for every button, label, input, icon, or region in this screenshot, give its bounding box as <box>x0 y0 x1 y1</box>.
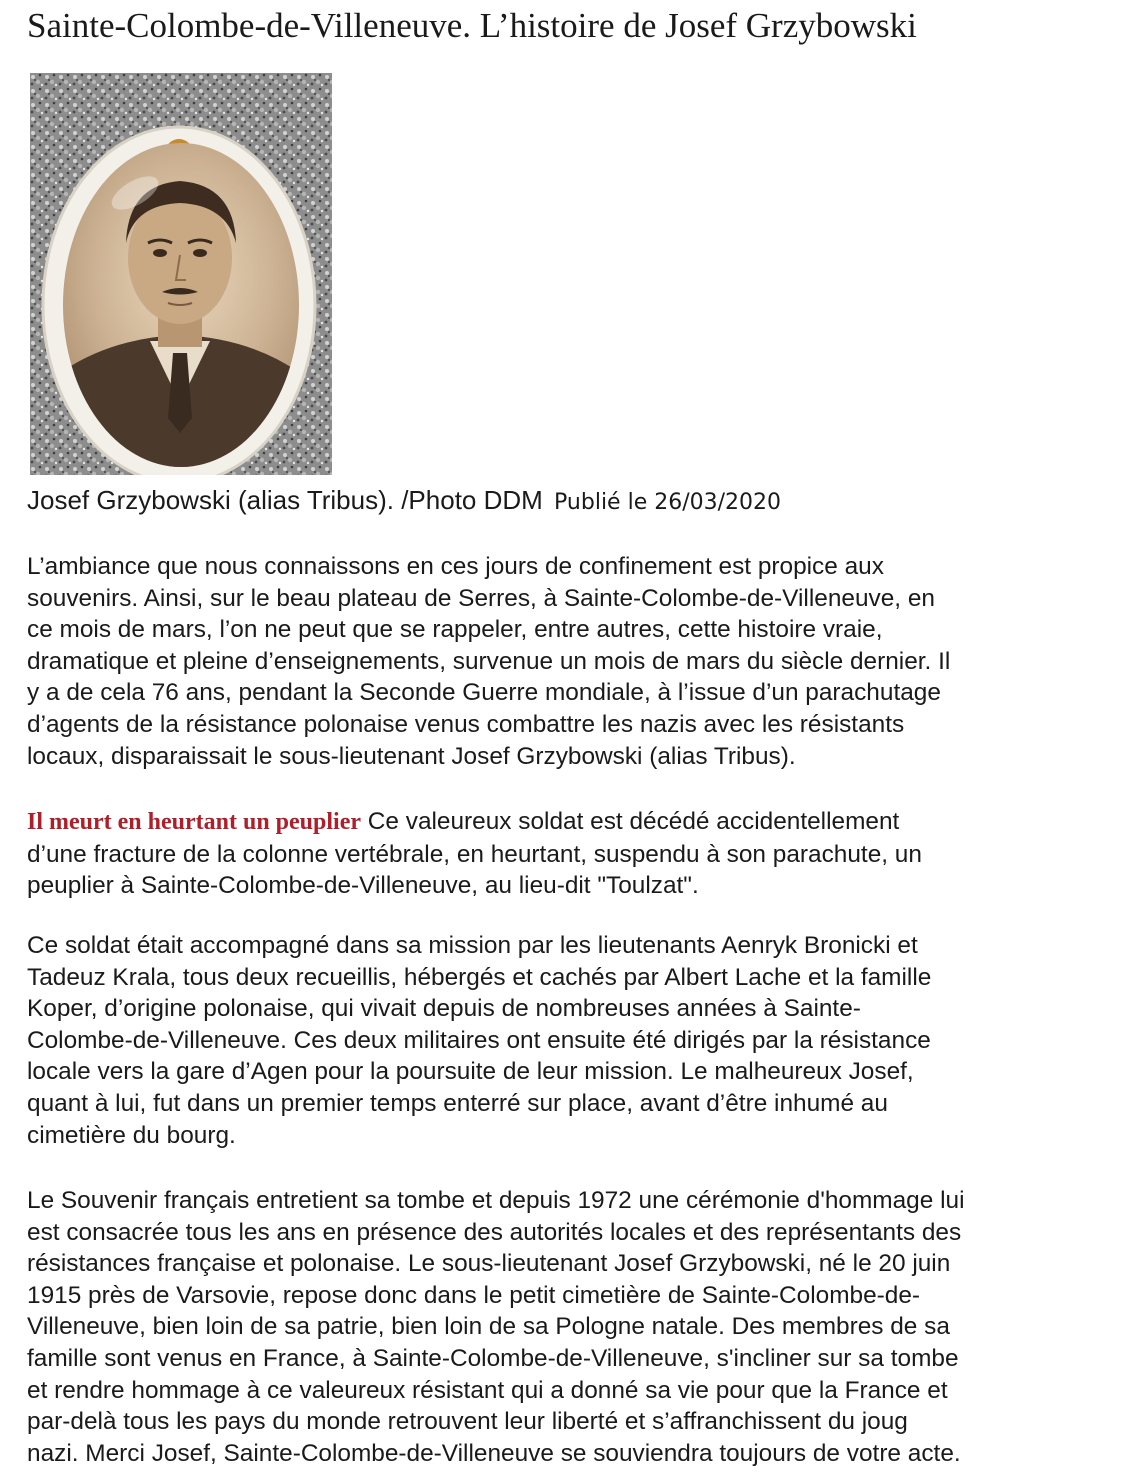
paragraph-line: Koper, d’origine polonaise, qui vivait depuis de nombreuses années à Sainte- <box>27 995 861 1023</box>
paragraph-line: 1915 près de Varsovie, repose donc dans le petit cimetière de Sainte-Colombe-de- <box>27 1281 921 1309</box>
paragraph-mission <box>27 930 1127 1151</box>
paragraph-line: d’agents de la résistance polonaise venus combattre les nazis avec les résistants <box>27 710 905 738</box>
portrait-photo <box>30 73 332 475</box>
paragraph-line: nazi. Merci Josef, Sainte-Colombe-de-Villeneuve se souviendra toujours de votre acte. <box>27 1439 961 1467</box>
paragraph-line: résistances française et polonaise. Le sous-lieutenant Josef Grzybowski, né le 20 juin <box>27 1250 951 1278</box>
paragraph-line: dramatique et pleine d’enseignements, survenue un mois de mars du siècle dernier. Il <box>27 647 951 675</box>
paragraph-line: locale vers la gare d’Agen pour la poursuite de leur mission. Le malheureux Josef, <box>27 1058 914 1086</box>
paragraph-line: cimetière du bourg. <box>27 1121 236 1149</box>
paragraph-line: par-delà tous les pays du monde retrouvent leur liberté et s’affranchissent du joug <box>27 1408 908 1436</box>
paragraph-line: famille sont venus en France, à Sainte-Colombe-de-Villeneuve, s'incliner sur sa tombe <box>27 1344 959 1372</box>
paragraph-line: Tadeuz Krala, tous deux recueillis, hébergés et cachés par Albert Lache et la famille <box>27 963 932 991</box>
paragraph-line: d’une fracture de la colonne vertébrale, en heurtant, suspendu à son parachute, un <box>27 840 922 868</box>
section-subheading: Il meurt en heurtant un peuplier <box>27 809 362 835</box>
paragraph-line: locaux, disparaissait le sous-lieutenant Josef Grzybowski (alias Tribus). <box>27 742 796 770</box>
paragraph-line: Colombe-de-Villeneuve. Ces deux militaires ont ensuite été dirigés par la résistance <box>27 1026 931 1054</box>
paragraph-line: souvenirs. Ainsi, sur le beau plateau de Serres, à Sainte-Colombe-de-Villeneuve, en <box>27 584 935 612</box>
paragraph-line: Ce soldat était accompagné dans sa mission par les lieutenants Aenryk Bronicki et <box>27 932 918 959</box>
paragraph-line: est consacrée tous les ans en présence des autorités locales et des représentants des <box>27 1218 962 1246</box>
paragraph-accident <box>27 806 1127 902</box>
paragraph-intro <box>27 551 1127 772</box>
paragraph-line <box>27 806 1127 839</box>
photo-caption-text: Josef Grzybowski (alias Tribus). /Photo DDM <box>27 485 543 515</box>
article-title: Sainte-Colombe-de-Villeneuve. L’histoire de Josef Grzybowski <box>27 6 917 45</box>
paragraph-line: ce mois de mars, l’on ne peut que se rappeler, entre autres, cette histoire vraie, <box>27 616 883 644</box>
paragraph-line: quant à lui, fut dans un premier temps enterré sur place, avant d’être inhumé au <box>27 1089 888 1117</box>
photo-caption <box>27 484 1127 519</box>
paragraph-line: L’ambiance que nous connaissons en ces jours de confinement est propice aux <box>27 553 884 580</box>
paragraph-line: Villeneuve, bien loin de sa patrie, bien loin de sa Pologne natale. Des membres de sa <box>27 1313 950 1341</box>
paragraph-line: et rendre hommage à ce valeureux résistant qui a donné sa vie pour que la France et <box>27 1376 948 1404</box>
paragraph-line: Le Souvenir français entretient sa tombe et depuis 1972 une cérémonie d'hommage lui <box>27 1187 965 1214</box>
paragraph-tribute <box>27 1185 1127 1469</box>
paragraph-line: peuplier à Sainte-Colombe-de-Villeneuve, au lieu-dit "Toulzat". <box>27 872 699 900</box>
portrait-photo-image <box>30 73 332 475</box>
publication-date: Publié le 26/03/2020 <box>554 490 782 515</box>
paragraph-line: y a de cela 76 ans, pendant la Seconde Guerre mondiale, à l’issue d’un parachutage <box>27 679 941 707</box>
paragraph-line-text: Ce valeureux soldat est décédé accidentellement <box>361 808 900 835</box>
